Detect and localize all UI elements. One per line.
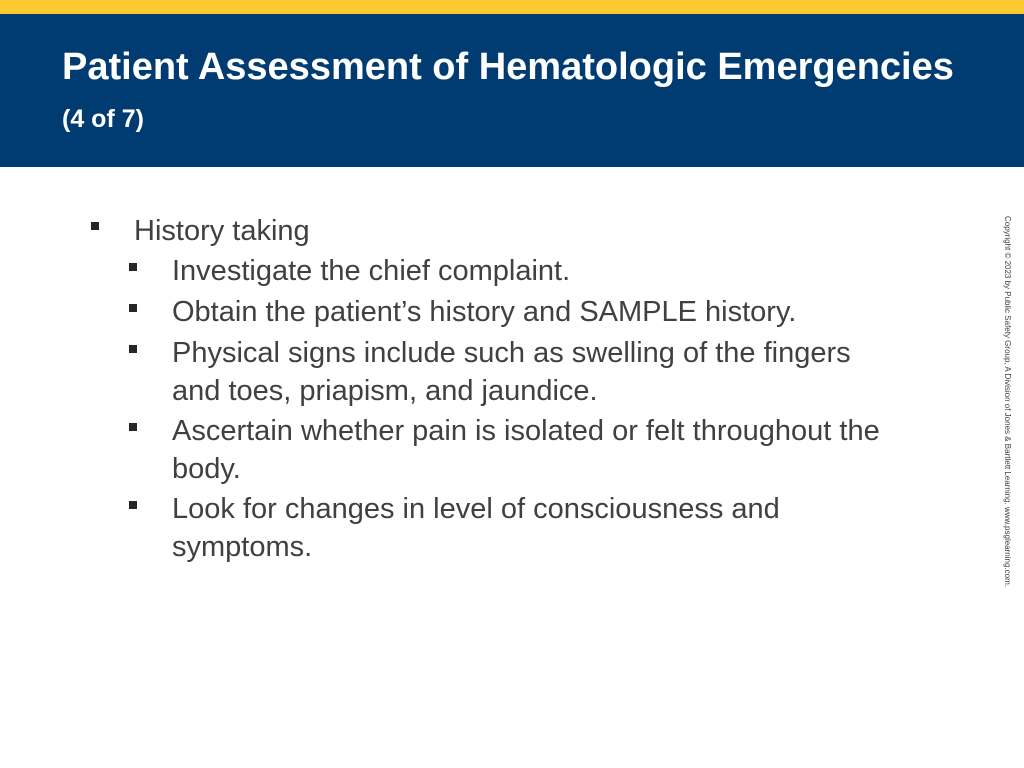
- square-bullet-icon: [129, 501, 137, 509]
- sub-bullet-chief-complaint: [172, 252, 902, 290]
- square-bullet-icon: [129, 263, 137, 271]
- sub-bullet-physical-signs: [172, 334, 902, 410]
- bullet-text: Obtain the patient’s history and SAMPLE history.: [172, 296, 797, 328]
- slide-title-suffix: (4 of 7): [62, 105, 144, 133]
- copyright-notice: Copyright © 2023 by Public Safety Group, A Division of Jones & Bartlett Learning. www.psglearning.com.: [1003, 216, 1012, 587]
- bullet-history-taking: [134, 212, 834, 250]
- bullet-text: Look for changes in level of consciousness and symptoms.: [172, 493, 780, 563]
- slide-title-main: Patient Assessment of Hematologic Emergencies: [62, 46, 954, 88]
- bullet-text: Investigate the chief complaint.: [172, 255, 571, 287]
- sub-bullet-consciousness: [172, 490, 902, 566]
- square-bullet-icon: [129, 423, 137, 431]
- sub-bullet-pain-location: [172, 412, 902, 488]
- sub-bullet-sample-history: [172, 293, 902, 331]
- bullet-text: History taking: [134, 215, 310, 247]
- square-bullet-icon: [91, 222, 99, 230]
- bullet-text: Ascertain whether pain is isolated or felt throughout the body.: [172, 415, 880, 485]
- square-bullet-icon: [129, 304, 137, 312]
- bullet-text: Physical signs include such as swelling of the fingers and toes, priapism, and jaundice.: [172, 337, 851, 407]
- square-bullet-icon: [129, 345, 137, 353]
